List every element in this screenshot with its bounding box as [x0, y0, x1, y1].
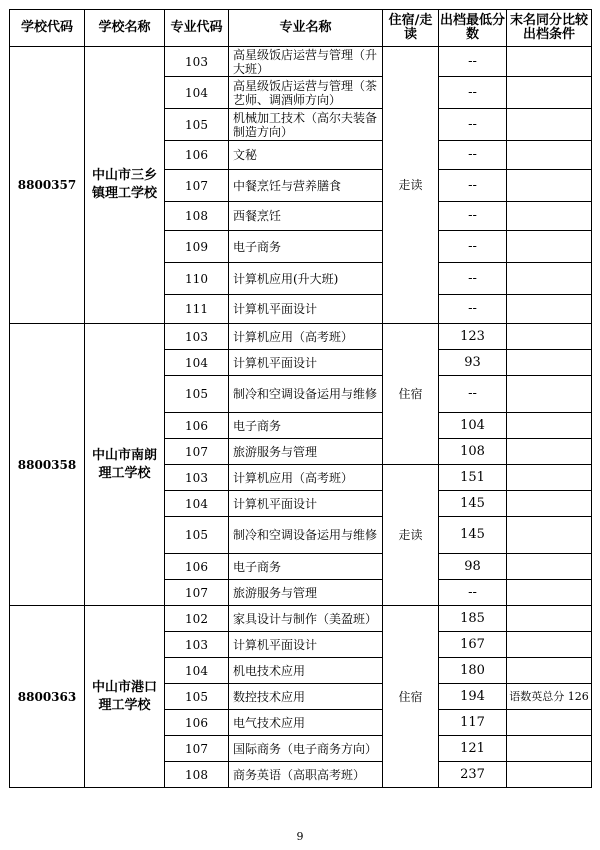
tiebreak-condition [507, 413, 592, 439]
major-code: 103 [165, 47, 229, 77]
tiebreak-condition [507, 762, 592, 788]
major-name: 计算机平面设计 [229, 295, 383, 324]
min-score: -- [439, 109, 507, 141]
min-score: -- [439, 263, 507, 295]
major-name: 家具设计与制作（美盈班） [229, 606, 383, 632]
major-code: 108 [165, 762, 229, 788]
header-row [10, 10, 592, 47]
min-score: -- [439, 231, 507, 263]
tiebreak-condition [507, 517, 592, 554]
major-name: 计算机平面设计 [229, 632, 383, 658]
table-row [10, 47, 592, 77]
major-code: 105 [165, 376, 229, 413]
min-score: 145 [439, 491, 507, 517]
tiebreak-condition [507, 231, 592, 263]
major-name: 制冷和空调设备运用与维修 [229, 376, 383, 413]
min-score: 145 [439, 517, 507, 554]
tiebreak-condition [507, 170, 592, 202]
min-score: -- [439, 170, 507, 202]
min-score: 185 [439, 606, 507, 632]
major-code: 108 [165, 202, 229, 231]
min-score: 123 [439, 324, 507, 350]
header-tiebreak: 末名同分比较出档条件 [507, 10, 592, 47]
tiebreak-condition [507, 295, 592, 324]
min-score: -- [439, 47, 507, 77]
major-code: 110 [165, 263, 229, 295]
min-score: 194 [439, 684, 507, 710]
major-code: 104 [165, 77, 229, 109]
major-code: 103 [165, 465, 229, 491]
major-name: 计算机应用（高考班） [229, 324, 383, 350]
major-code: 104 [165, 350, 229, 376]
min-score: 237 [439, 762, 507, 788]
tiebreak-condition [507, 109, 592, 141]
major-code: 111 [165, 295, 229, 324]
school-code: 8800363 [10, 606, 85, 788]
page-number: 9 [296, 830, 304, 843]
min-score: 151 [439, 465, 507, 491]
tiebreak-condition [507, 736, 592, 762]
table-row [10, 324, 592, 350]
min-score: -- [439, 376, 507, 413]
major-name: 机电技术应用 [229, 658, 383, 684]
tiebreak-condition [507, 350, 592, 376]
major-code: 109 [165, 231, 229, 263]
school-code: 8800358 [10, 324, 85, 606]
major-name: 高星级饭店运营与管理（茶艺师、调酒师方向） [229, 77, 383, 109]
major-name: 数控技术应用 [229, 684, 383, 710]
min-score: -- [439, 202, 507, 231]
min-score: -- [439, 141, 507, 170]
tiebreak-condition [507, 710, 592, 736]
min-score: -- [439, 77, 507, 109]
tiebreak-condition [507, 580, 592, 606]
tiebreak-condition [507, 606, 592, 632]
tiebreak-condition [507, 465, 592, 491]
major-code: 102 [165, 606, 229, 632]
major-code: 103 [165, 632, 229, 658]
header-school-code: 学校代码 [10, 10, 85, 47]
boarding-mode: 走读 [383, 47, 439, 324]
major-name: 旅游服务与管理 [229, 439, 383, 465]
school-name: 中山市三乡镇理工学校 [85, 47, 165, 324]
tiebreak-condition [507, 141, 592, 170]
major-name: 电气技术应用 [229, 710, 383, 736]
major-code: 103 [165, 324, 229, 350]
major-name: 制冷和空调设备运用与维修 [229, 517, 383, 554]
school-name: 中山市港口理工学校 [85, 606, 165, 788]
header-major-code: 专业代码 [165, 10, 229, 47]
tiebreak-condition: 语数英总分 126 [507, 684, 592, 710]
major-name: 电子商务 [229, 231, 383, 263]
major-name: 高星级饭店运营与管理（升大班） [229, 47, 383, 77]
major-code: 105 [165, 684, 229, 710]
major-code: 104 [165, 658, 229, 684]
boarding-mode: 住宿 [383, 324, 439, 465]
boarding-mode: 走读 [383, 465, 439, 606]
major-code: 106 [165, 554, 229, 580]
major-name: 计算机平面设计 [229, 350, 383, 376]
header-major-name: 专业名称 [229, 10, 383, 47]
major-name: 旅游服务与管理 [229, 580, 383, 606]
min-score: -- [439, 580, 507, 606]
major-code: 106 [165, 413, 229, 439]
tiebreak-condition [507, 376, 592, 413]
table-body [10, 47, 592, 788]
tiebreak-condition [507, 632, 592, 658]
major-code: 107 [165, 439, 229, 465]
min-score: 93 [439, 350, 507, 376]
tiebreak-condition [507, 491, 592, 517]
min-score: 121 [439, 736, 507, 762]
min-score: 98 [439, 554, 507, 580]
major-name: 中餐烹饪与营养膳食 [229, 170, 383, 202]
tiebreak-condition [507, 439, 592, 465]
major-code: 106 [165, 710, 229, 736]
major-code: 107 [165, 736, 229, 762]
major-code: 107 [165, 580, 229, 606]
min-score: 104 [439, 413, 507, 439]
major-code: 104 [165, 491, 229, 517]
tiebreak-condition [507, 263, 592, 295]
major-name: 机械加工技术（高尔夫装备制造方向） [229, 109, 383, 141]
min-score: 108 [439, 439, 507, 465]
tiebreak-condition [507, 658, 592, 684]
school-name: 中山市南朗理工学校 [85, 324, 165, 606]
header-boarding: 住宿/走读 [383, 10, 439, 47]
min-score: 167 [439, 632, 507, 658]
major-name: 文秘 [229, 141, 383, 170]
tiebreak-condition [507, 554, 592, 580]
min-score: 180 [439, 658, 507, 684]
min-score: -- [439, 295, 507, 324]
major-name: 国际商务（电子商务方向） [229, 736, 383, 762]
major-name: 计算机平面设计 [229, 491, 383, 517]
table-row [10, 606, 592, 632]
major-code: 105 [165, 517, 229, 554]
tiebreak-condition [507, 77, 592, 109]
school-code: 8800357 [10, 47, 85, 324]
major-name: 电子商务 [229, 413, 383, 439]
major-code: 107 [165, 170, 229, 202]
header-school-name: 学校名称 [85, 10, 165, 47]
min-score: 117 [439, 710, 507, 736]
major-name: 计算机应用(升大班) [229, 263, 383, 295]
tiebreak-condition [507, 47, 592, 77]
major-name: 计算机应用（高考班） [229, 465, 383, 491]
admission-table [9, 9, 592, 788]
major-name: 西餐烹饪 [229, 202, 383, 231]
major-name: 电子商务 [229, 554, 383, 580]
major-name: 商务英语（高职高考班） [229, 762, 383, 788]
boarding-mode: 住宿 [383, 606, 439, 788]
tiebreak-condition [507, 324, 592, 350]
major-code: 105 [165, 109, 229, 141]
tiebreak-condition [507, 202, 592, 231]
major-code: 106 [165, 141, 229, 170]
header-min-score: 出档最低分数 [439, 10, 507, 47]
